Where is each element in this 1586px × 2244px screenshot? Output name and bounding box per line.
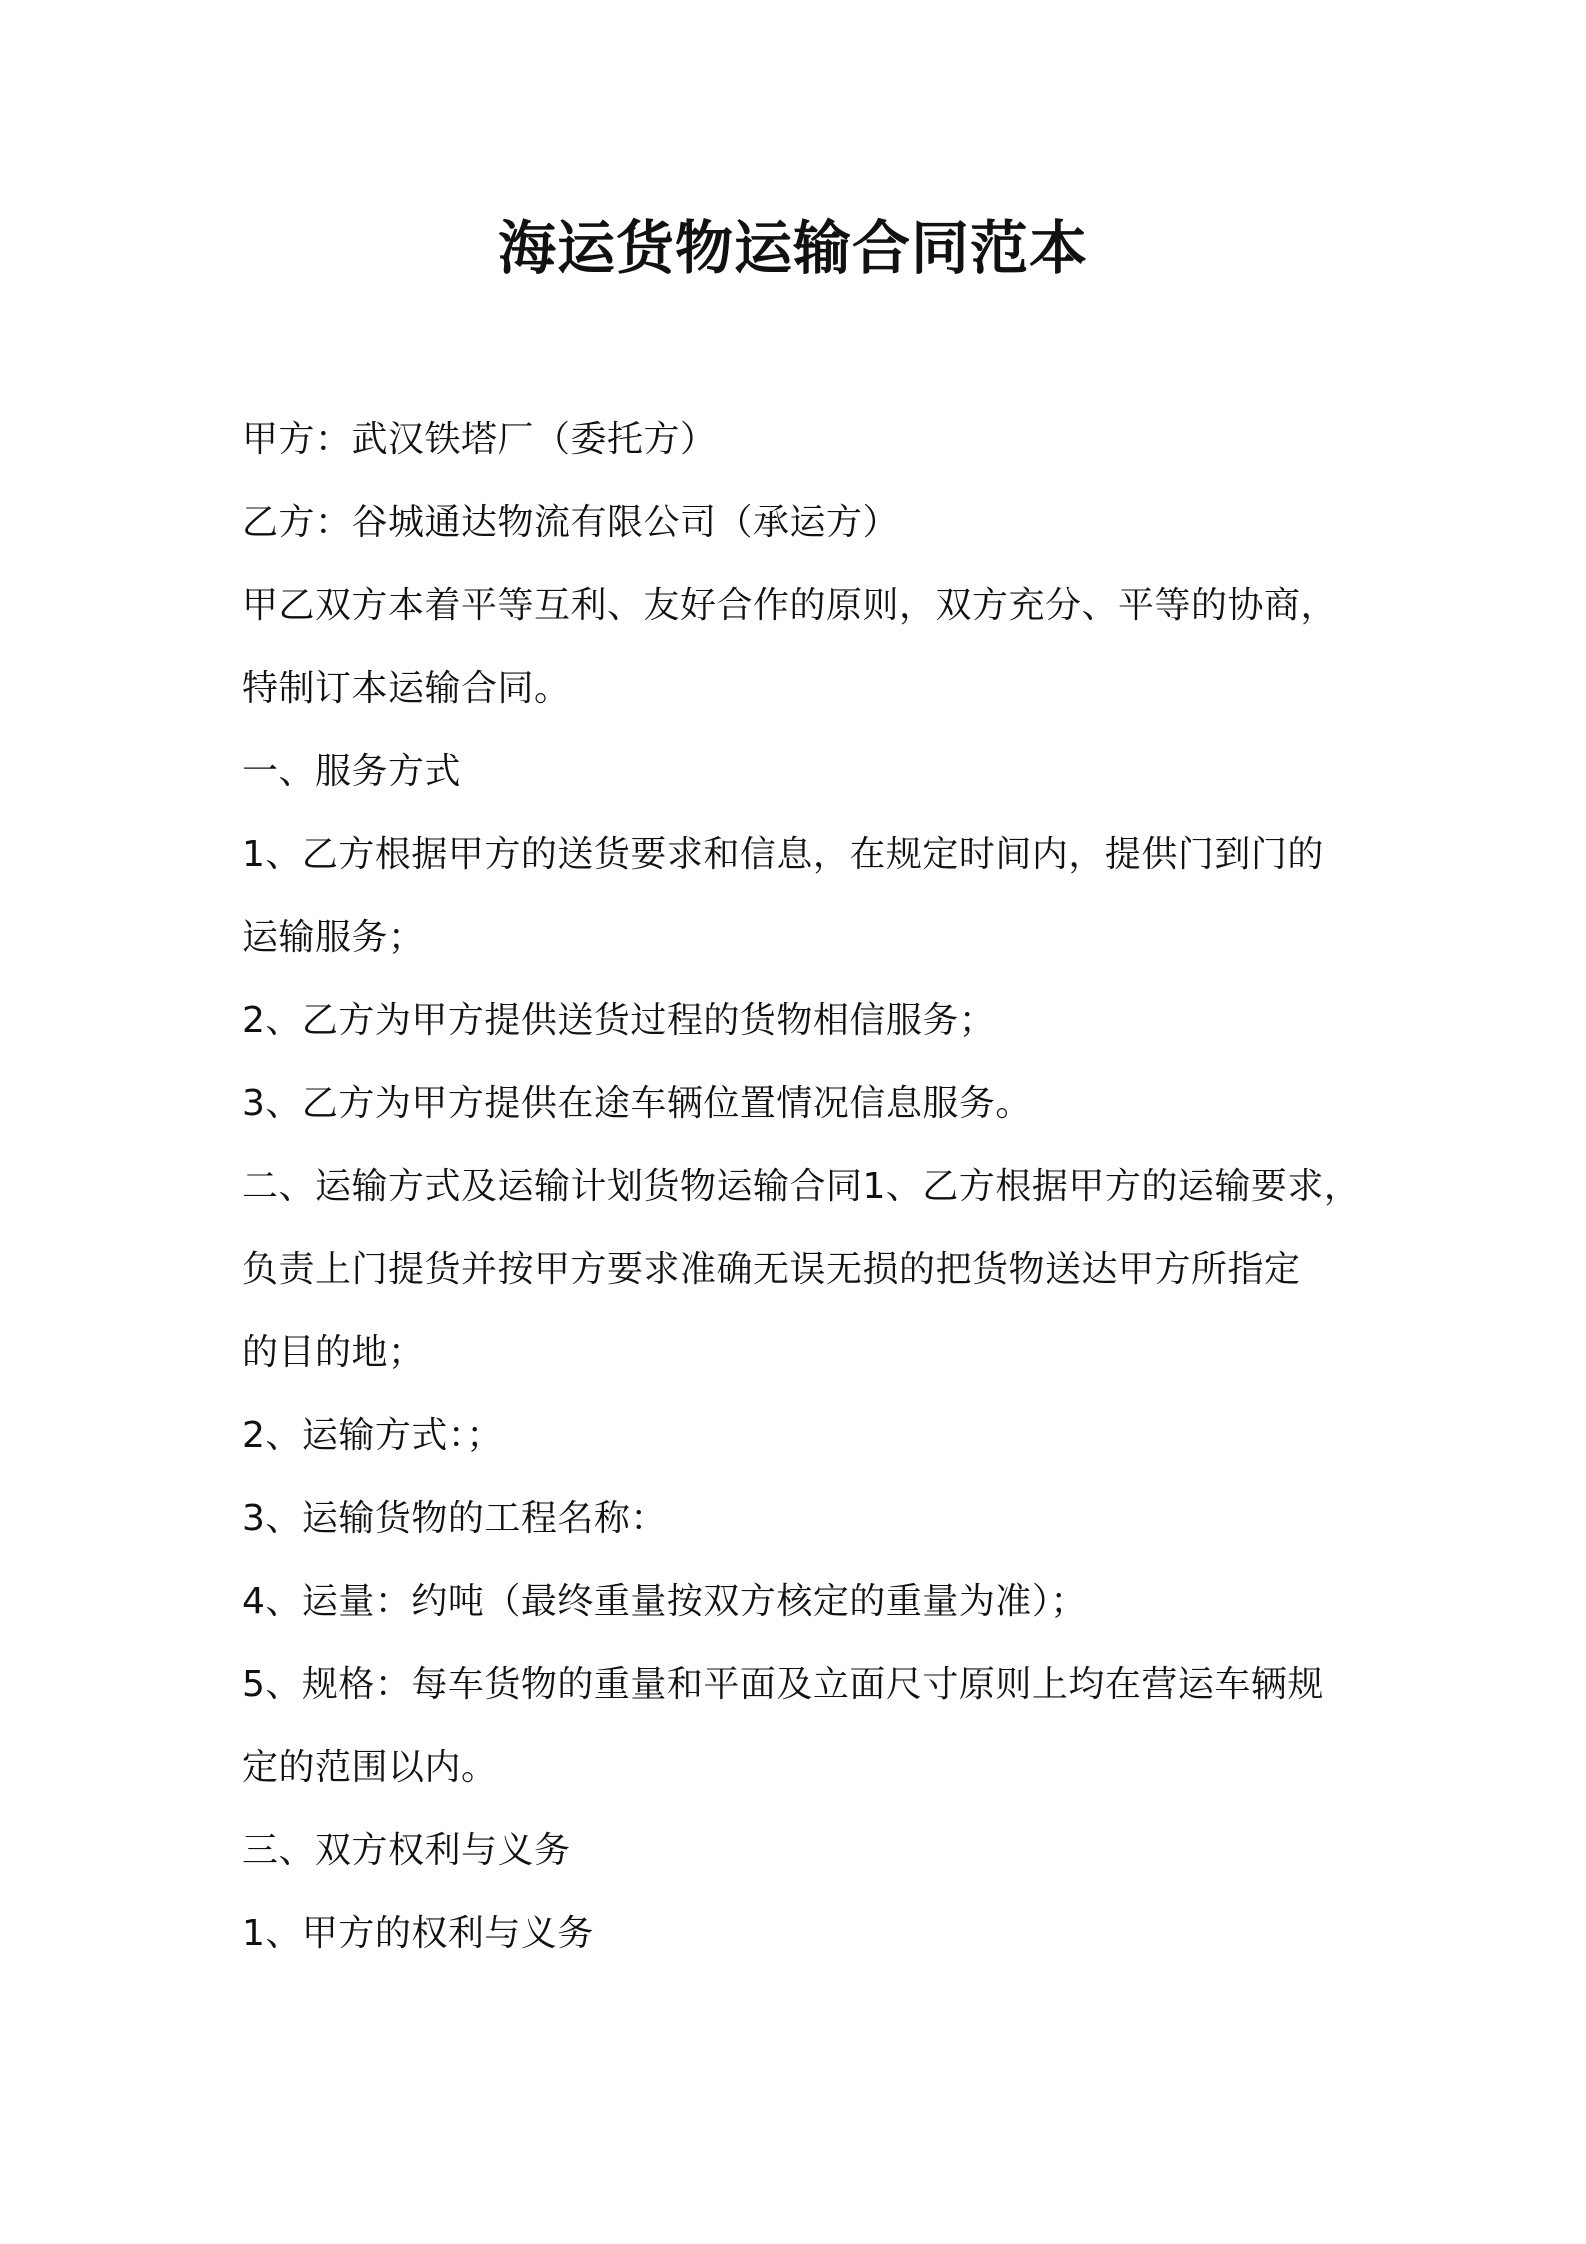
clause-line: 运输服务； (242, 917, 425, 958)
section-heading: 三、双方权利与义务 (242, 1830, 571, 1871)
clause-line: 2、乙方为甲方提供送货过程的货物相信服务； (242, 1000, 996, 1041)
clause-line: 5、规格：每车货物的重量和平面及立面尺寸原则上均在营运车辆规 (242, 1664, 1324, 1705)
clause-line: 4、运量：约吨（最终重量按双方核定的重量为准）； (242, 1581, 1087, 1622)
clause-line: 的目的地； (242, 1332, 425, 1373)
party-b-line: 乙方：谷城通达物流有限公司（承运方） (242, 502, 900, 543)
clause-line: 负责上门提货并按甲方要求准确无误无损的把货物送达甲方所指定 (242, 1249, 1301, 1290)
clause-line: 3、乙方为甲方提供在途车辆位置情况信息服务。 (242, 1083, 1032, 1124)
section-heading: 二、运输方式及运输计划货物运输合同1、乙方根据甲方的运输要求， (242, 1166, 1361, 1207)
clause-line: 1、甲方的权利与义务 (242, 1913, 594, 1954)
party-a-line: 甲方：武汉铁塔厂（委托方） (242, 419, 717, 460)
document-body (242, 398, 1362, 1975)
clause-line: 定的范围以内。 (242, 1747, 498, 1788)
section-heading: 一、服务方式 (242, 751, 462, 792)
clause-line: 1、乙方根据甲方的送货要求和信息，在规定时间内，提供门到门的 (242, 834, 1324, 875)
preamble-line: 特制订本运输合同。 (242, 668, 571, 709)
clause-line: 3、运输货物的工程名称： (242, 1498, 667, 1539)
preamble-line: 甲乙双方本着平等互利、友好合作的原则，双方充分、平等的协商， (242, 585, 1338, 626)
clause-line: 2、运输方式：； (242, 1415, 503, 1456)
document-title: 海运货物运输合同范本 (497, 214, 1088, 282)
